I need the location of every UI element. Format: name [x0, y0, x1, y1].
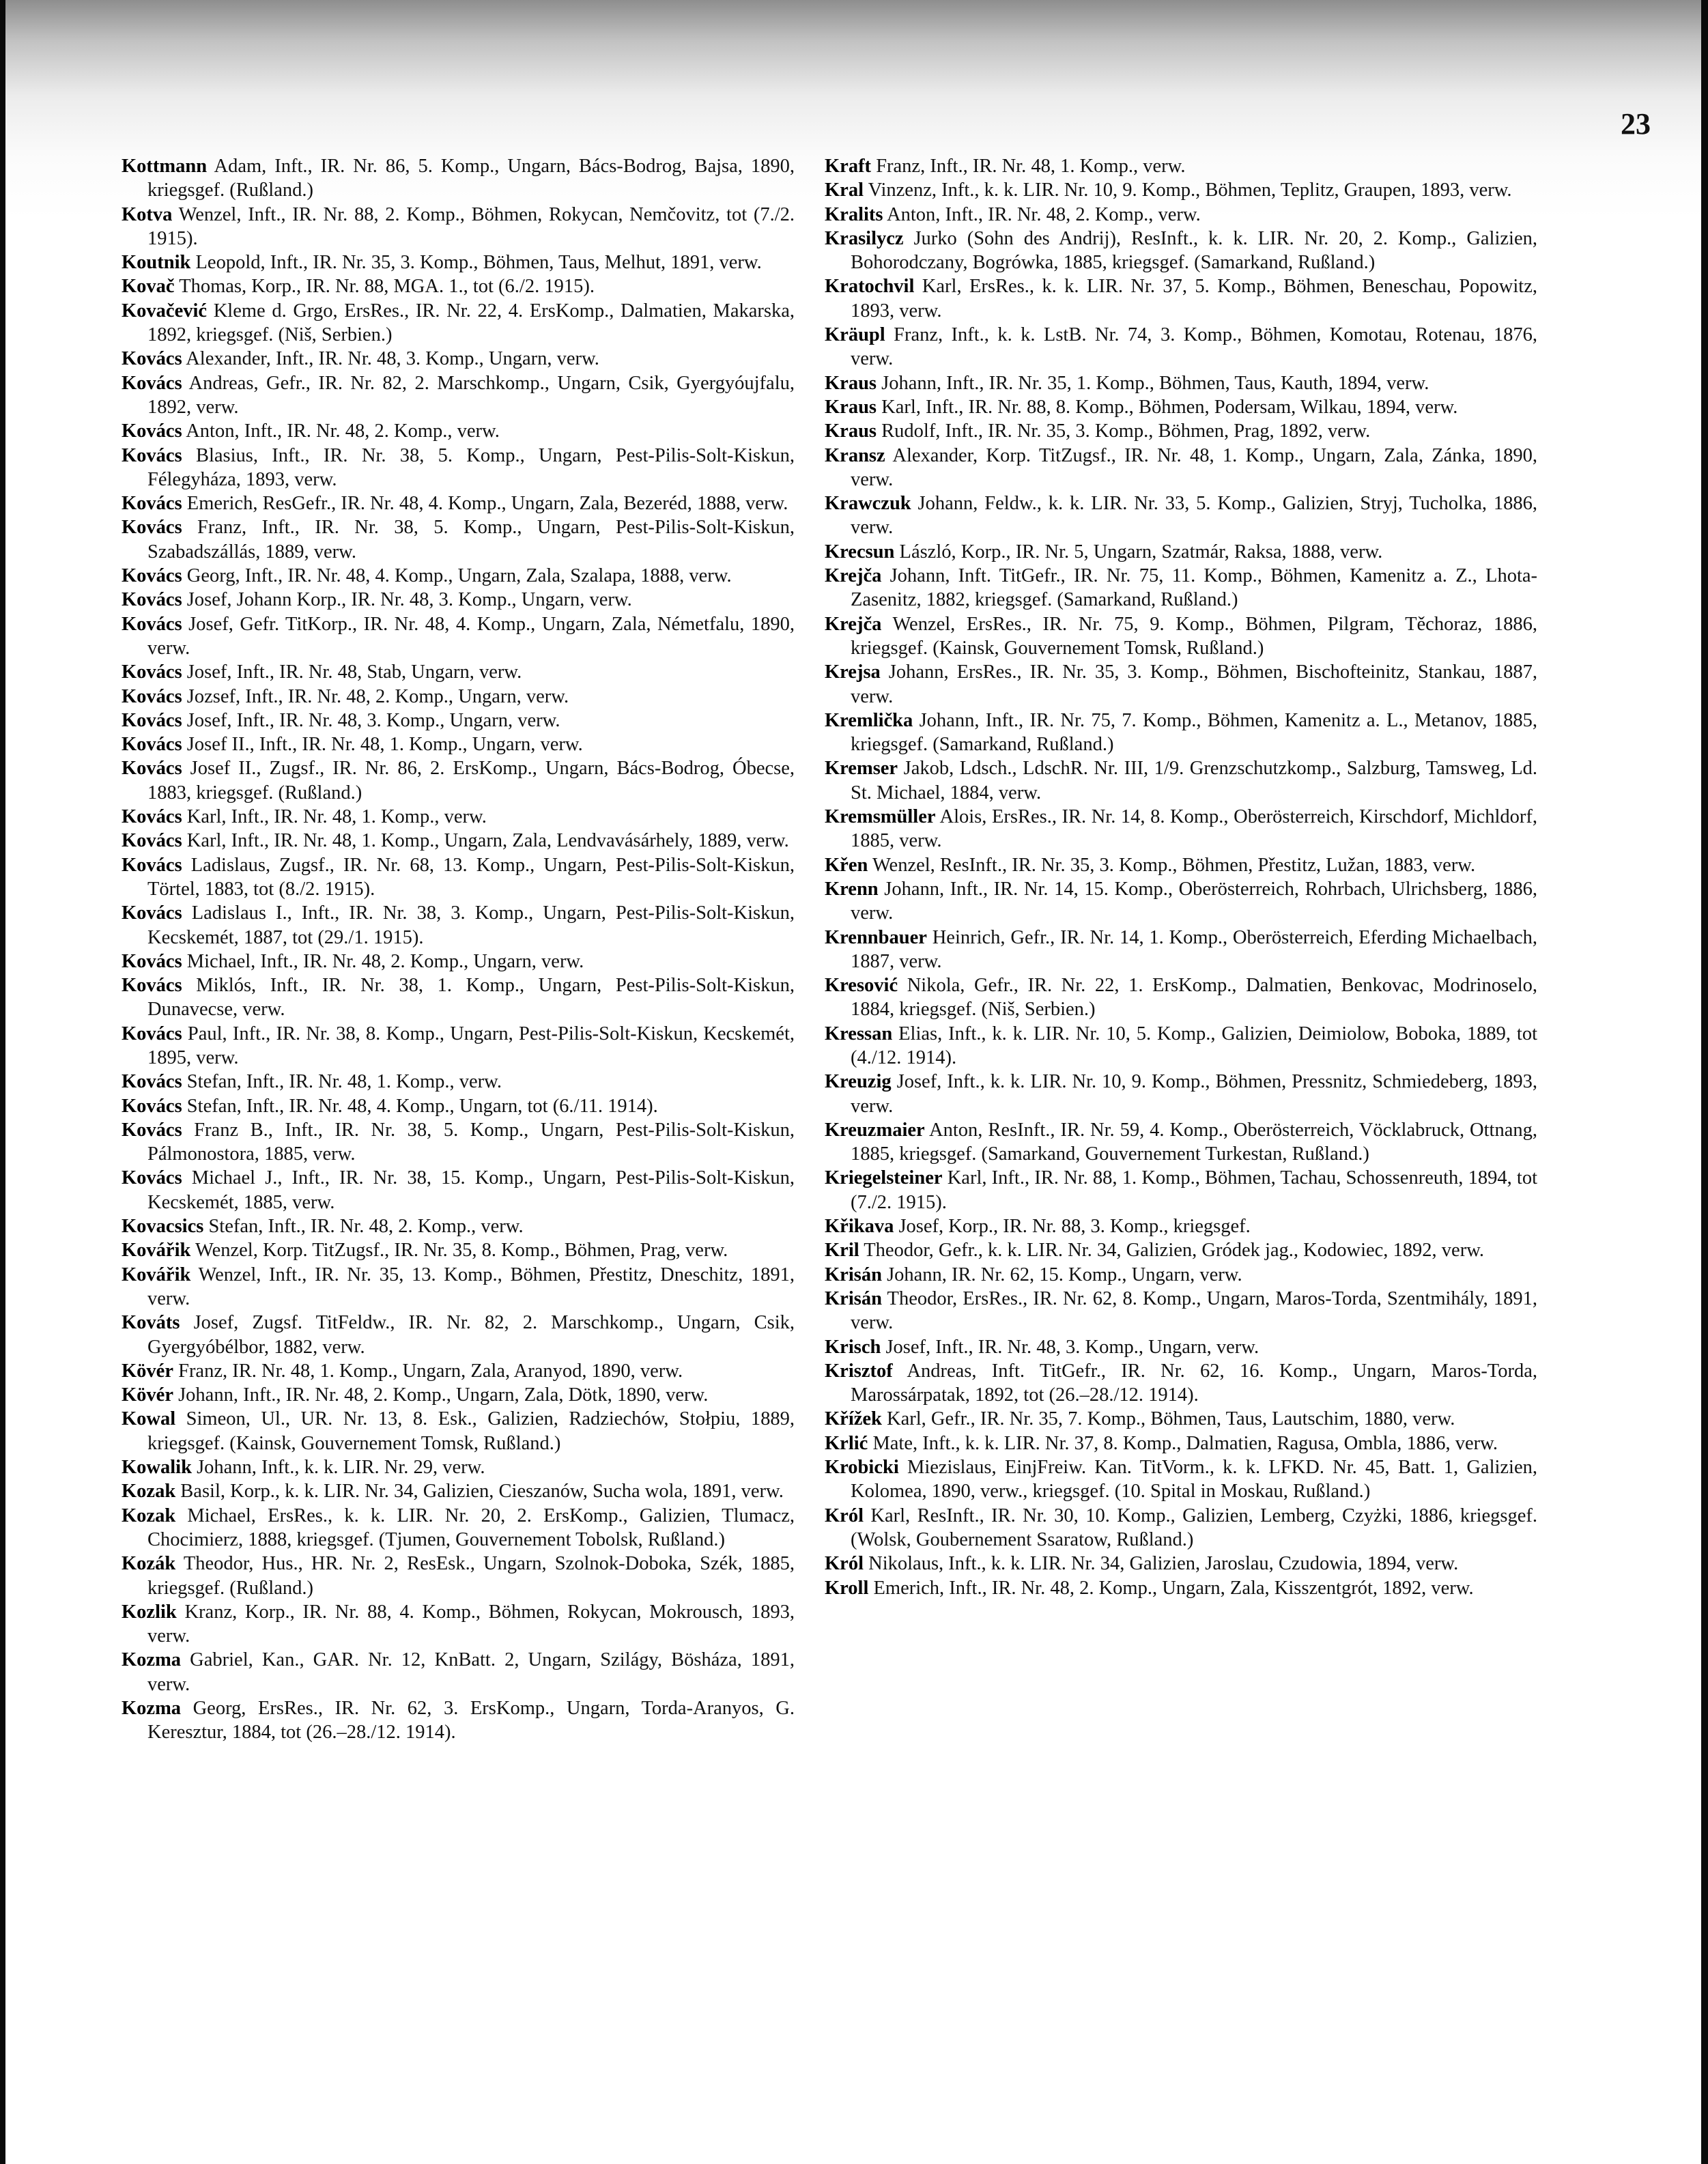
entry-surname: Krecsun [825, 541, 895, 563]
entry-surname: Kral [825, 180, 864, 201]
entry-surname: Kövér [122, 1384, 173, 1406]
entry-details: Wenzel, Inft., IR. Nr. 35, 13. Komp., Böhmen, Přestitz, Dneschitz, 1891, verw. [147, 1264, 795, 1309]
entry-details: Heinrich, Gefr., IR. Nr. 14, 1. Komp., Oberösterreich, Eferding Michaelbach, 1887, verw. [851, 926, 1537, 972]
entry-details: Miezislaus, EinjFreiw. Kan. TitVorm., k. k. LFKD. Nr. 45, Batt. 1, Galizien, Kolomea, 1890, verw., kriegsgef. (10. Spital in Moskau, Rußland.) [851, 1457, 1537, 1503]
entry-details: Anton, ResInft., IR. Nr. 59, 4. Komp., Oberösterreich, Vöcklabruck, Ottnang, 1885, kriegsgef. (Samarkand, Gouvernement Turkestan, Rußland.) [851, 1119, 1537, 1165]
entry-details: Georg, Inft., IR. Nr. 48, 4. Komp., Ungarn, Zala, Szalapa, 1888, verw. [182, 565, 732, 587]
entry-surname: Koutnik [122, 252, 191, 274]
entry-details: Theodor, Gefr., k. k. LIR. Nr. 34, Galizien, Gródek jag., Kodowiec, 1892, verw. [859, 1240, 1485, 1262]
entry-details: Josef, Johann Korp., IR. Nr. 48, 3. Komp., Ungarn, verw. [182, 589, 632, 611]
entry-surname: Kowal [122, 1408, 176, 1430]
entry-details: Emerich, ResGefr., IR. Nr. 48, 4. Komp., Ungarn, Zala, Bezeréd, 1888, verw. [182, 493, 788, 515]
entry-details: Anton, Inft., IR. Nr. 48, 2. Komp., verw. [883, 203, 1201, 225]
entry-details: Josef II., Zugsf., IR. Nr. 86, 2. ErsKomp., Ungarn, Bács-Bodrog, Óbecse, 1883, kriegsgef. (Rußland.) [147, 758, 795, 803]
entry-surname: Król [825, 1505, 864, 1526]
register-entry [825, 203, 1537, 227]
register-entry [825, 274, 1537, 323]
register-entry [122, 154, 795, 203]
entry-details: Kranz, Korp., IR. Nr. 88, 4. Komp., Böhmen, Rokycan, Mokrousch, 1893, verw. [147, 1601, 795, 1647]
entry-surname: Kozma [122, 1698, 182, 1719]
entry-surname: Krawczuk [825, 493, 911, 515]
register-entry [825, 853, 1537, 877]
page-number: 23 [1621, 107, 1651, 141]
entry-surname: Kransz [825, 444, 885, 466]
register-entry [122, 1166, 795, 1214]
entry-details: Wenzel, Korp. TitZugsf., IR. Nr. 35, 8. Komp., Böhmen, Prag, verw. [190, 1240, 728, 1262]
register-entry [122, 1311, 795, 1359]
entry-surname: Krobicki [825, 1457, 899, 1479]
entry-details: Franz, Inft., IR. Nr. 48, 1. Komp., verw. [871, 156, 1186, 177]
entry-surname: Krenn [825, 878, 879, 900]
entry-surname: Kovács [122, 493, 182, 515]
register-entry [825, 1214, 1537, 1238]
register-entry [122, 756, 795, 805]
entry-details: Gabriel, Kan., GAR. Nr. 12, KnBatt. 2, Ungarn, Szilágy, Bösháza, 1891, verw. [147, 1649, 795, 1695]
register-entry [122, 515, 795, 564]
register-entry [825, 1552, 1537, 1576]
register-entry [825, 323, 1537, 371]
entry-surname: Kovács [122, 661, 182, 683]
entry-details: Franz, Inft., k. k. LstB. Nr. 74, 3. Komp., Böhmen, Komotau, Rotenau, 1876, verw. [851, 324, 1537, 370]
entry-surname: Kovács [122, 348, 182, 370]
register-entry [122, 612, 795, 661]
entry-details: Leopold, Inft., IR. Nr. 35, 3. Komp., Böhmen, Taus, Melhut, 1891, verw. [190, 252, 762, 274]
register-entry [825, 973, 1537, 1022]
register-entry [825, 1238, 1537, 1262]
register-entry [122, 1070, 795, 1094]
entry-surname: Kovács [122, 902, 182, 924]
entry-surname: Kovacsics [122, 1216, 204, 1238]
register-entry [122, 660, 795, 684]
register-entry [122, 1359, 795, 1383]
entry-details: Franz B., Inft., IR. Nr. 38, 5. Komp., Ungarn, Pest-Pilis-Solt-Kiskun, Pálmonostora, 1885, verw. [147, 1119, 795, 1165]
register-entry [825, 1287, 1537, 1335]
entry-surname: Kováts [122, 1312, 180, 1334]
register-entry [825, 1166, 1537, 1214]
entry-details: Stefan, Inft., IR. Nr. 48, 2. Komp., verw. [203, 1216, 524, 1238]
entry-details: Jozsef, Inft., IR. Nr. 48, 2. Komp., Ungarn, verw. [182, 685, 569, 707]
register-entry [825, 1263, 1537, 1287]
entry-surname: Kovács [122, 444, 182, 466]
register-entry [122, 1552, 795, 1600]
register-entry [825, 1118, 1537, 1167]
entry-surname: Kovács [122, 613, 182, 635]
entry-details: Josef, Korp., IR. Nr. 88, 3. Komp., kriegsgef. [894, 1216, 1251, 1238]
register-entry [825, 1070, 1537, 1118]
entry-details: Mate, Inft., k. k. LIR. Nr. 37, 8. Komp., Dalmatien, Ragusa, Ombla, 1886, verw. [868, 1432, 1498, 1454]
register-entry [825, 540, 1537, 564]
entry-surname: Kralits [825, 203, 883, 225]
register-entry [122, 444, 795, 492]
register-entry [825, 1576, 1537, 1600]
entry-details: Josef, Gefr. TitKorp., IR. Nr. 48, 4. Komp., Ungarn, Zala, Németfalu, 1890, verw. [147, 613, 795, 659]
entry-surname: Krejsa [825, 661, 881, 683]
register-entry [122, 1263, 795, 1311]
entry-surname: Kovářik [122, 1264, 191, 1285]
entry-surname: Krisch [825, 1336, 881, 1358]
register-entry [122, 901, 795, 950]
register-entry [122, 1696, 795, 1745]
register-entry [825, 1504, 1537, 1552]
entry-surname: Kovács [122, 589, 182, 611]
entry-details: Karl, Inft., IR. Nr. 48, 1. Komp., Ungarn, Zala, Lendvavásárhely, 1889, verw. [182, 830, 789, 852]
entry-details: Rudolf, Inft., IR. Nr. 35, 3. Komp., Böhmen, Prag, 1892, verw. [877, 421, 1371, 442]
entry-surname: Kotva [122, 203, 173, 225]
entry-surname: Krejča [825, 613, 882, 635]
entry-surname: Kovács [122, 854, 182, 876]
entry-details: Karl, ErsRes., k. k. LIR. Nr. 37, 5. Komp., Böhmen, Beneschau, Popowitz, 1893, verw. [851, 276, 1537, 322]
entry-surname: Kovács [122, 372, 182, 394]
register-entry [122, 950, 795, 973]
register-entry [825, 419, 1537, 443]
register-entry [825, 1359, 1537, 1408]
entry-details: Emerich, Inft., IR. Nr. 48, 2. Komp., Ungarn, Zala, Kisszentgrót, 1892, verw. [868, 1577, 1474, 1599]
entry-surname: Kresović [825, 975, 898, 997]
entry-details: Kleme d. Grgo, ErsRes., IR. Nr. 22, 4. ErsKomp., Dalmatien, Makarska, 1892, kriegsgef. (Niš, Serbien.) [147, 300, 795, 346]
entry-surname: Kovács [122, 709, 182, 731]
register-entry [825, 371, 1537, 395]
entry-details: Andreas, Inft. TitGefr., IR. Nr. 62, 16. Komp., Ungarn, Maros-Torda, Marossárpatak, 1892, tot (26.–28./12. 1914). [851, 1360, 1537, 1406]
entry-surname: Křížek [825, 1408, 882, 1430]
entry-details: Alexander, Korp. TitZugsf., IR. Nr. 48, 1. Komp., Ungarn, Zala, Zánka, 1890, verw. [851, 444, 1537, 490]
register-entry [122, 685, 795, 709]
entry-surname: Kreuzmaier [825, 1119, 925, 1141]
entry-surname: Kovačević [122, 300, 208, 322]
entry-details: Blasius, Inft., IR. Nr. 38, 5. Komp., Ungarn, Pest-Pilis-Solt-Kiskun, Félegyháza, 1893, verw. [147, 444, 795, 490]
entry-surname: Kozma [122, 1649, 182, 1671]
register-entry [825, 178, 1537, 202]
entry-details: Elias, Inft., k. k. LIR. Nr. 10, 5. Komp., Galizien, Deimiolow, Boboka, 1889, tot (4./12. 1914). [851, 1023, 1537, 1068]
entry-details: Miklós, Inft., IR. Nr. 38, 1. Komp., Ungarn, Pest-Pilis-Solt-Kiskun, Dunavecse, verw. [147, 975, 795, 1021]
entry-details: Michael, Inft., IR. Nr. 48, 2. Komp., Ungarn, verw. [182, 950, 584, 972]
register-entry [122, 419, 795, 443]
entry-surname: Kovács [122, 421, 182, 442]
entry-details: Stefan, Inft., IR. Nr. 48, 1. Komp., verw. [182, 1071, 502, 1093]
entry-details: Michael, ErsRes., k. k. LIR. Nr. 20, 2. ErsKomp., Galizien, Tlumacz, Chocimierz, 1888, kriegsgef. (Tjumen, Gouvernement Tobolsk, Rußland.) [147, 1505, 795, 1550]
entry-details: Michael J., Inft., IR. Nr. 38, 15. Komp., Ungarn, Pest-Pilis-Solt-Kiskun, Kecskemét, 1885, verw. [147, 1167, 795, 1213]
register-entry [122, 805, 795, 829]
register-entry [825, 660, 1537, 709]
entry-details: Franz, IR. Nr. 48, 1. Komp., Ungarn, Zala, Aranyod, 1890, verw. [173, 1360, 683, 1382]
entry-surname: Kovač [122, 276, 175, 298]
entry-details: Karl, Inft., IR. Nr. 88, 8. Komp., Böhmen, Podersam, Wilkau, 1894, verw. [877, 396, 1458, 418]
register-entry [825, 756, 1537, 805]
entry-surname: Kremlička [825, 709, 913, 731]
register-entry [825, 1407, 1537, 1431]
entry-details: Johann, Inft., k. k. LIR. Nr. 29, verw. [191, 1457, 485, 1479]
entry-details: Anton, Inft., IR. Nr. 48, 2. Komp., verw. [182, 421, 500, 442]
entry-surname: Kowalik [122, 1457, 192, 1479]
entry-surname: Kovács [122, 975, 182, 997]
entry-surname: Kozlik [122, 1601, 177, 1623]
entry-details: Johann, Inft., IR. Nr. 35, 1. Komp., Böhmen, Taus, Kauth, 1894, verw. [877, 372, 1429, 394]
register-entry [825, 709, 1537, 757]
entry-surname: Kräupl [825, 324, 885, 346]
entry-details: Thomas, Korp., IR. Nr. 88, MGA. 1., tot (6./2. 1915). [174, 276, 595, 298]
register-entry [825, 395, 1537, 419]
register-entry [122, 732, 795, 756]
right-column [825, 154, 1537, 1600]
entry-surname: Krlić [825, 1432, 868, 1454]
entry-surname: Krasilycz [825, 227, 904, 249]
entry-details: Karl, Inft., IR. Nr. 48, 1. Komp., verw. [182, 806, 487, 828]
entry-surname: Kozak [122, 1481, 176, 1503]
entry-surname: Kovács [122, 1119, 182, 1141]
entry-details: Alexander, Inft., IR. Nr. 48, 3. Komp., Ungarn, verw. [182, 348, 599, 370]
register-entry [122, 1455, 795, 1479]
register-entry [825, 227, 1537, 275]
register-entry [825, 926, 1537, 974]
entry-surname: Kreuzig [825, 1071, 892, 1093]
entry-surname: Kovács [122, 950, 182, 972]
register-entry [122, 1648, 795, 1696]
entry-surname: Kovács [122, 734, 182, 756]
entry-surname: Kraus [825, 421, 877, 442]
register-entry [825, 492, 1537, 540]
entry-details: Ladislaus, Zugsf., IR. Nr. 68, 13. Komp., Ungarn, Pest-Pilis-Solt-Kiskun, Törtel, 1883, tot (8./2. 1915). [147, 854, 795, 900]
entry-details: Wenzel, Inft., IR. Nr. 88, 2. Komp., Böhmen, Rokycan, Nemčovitz, tot (7./2. 1915). [147, 203, 795, 249]
entry-details: Johann, Feldw., k. k. LIR. Nr. 33, 5. Komp., Galizien, Stryj, Tucholka, 1886, verw. [851, 493, 1537, 539]
register-entry [122, 1504, 795, 1552]
register-entry [122, 973, 795, 1022]
register-entry [122, 1600, 795, 1649]
entry-details: Jakob, Ldsch., LdschR. Nr. III, 1/9. Grenzschutzkomp., Salzburg, Tamsweg, Ld. St. Michael, 1884, verw. [851, 758, 1537, 803]
entry-surname: Kovács [122, 1167, 182, 1189]
entry-details: Adam, Inft., IR. Nr. 86, 5. Komp., Ungarn, Bács-Bodrog, Bajsa, 1890, kriegsgef. (Rußland.) [147, 156, 795, 201]
entry-details: Franz, Inft., IR. Nr. 38, 5. Komp., Ungarn, Pest-Pilis-Solt-Kiskun, Szabadszállás, 1889, verw. [147, 517, 795, 563]
entry-surname: Kril [825, 1240, 859, 1262]
entry-details: Johann, IR. Nr. 62, 15. Komp., Ungarn, verw. [881, 1264, 1242, 1285]
register-entry [122, 564, 795, 588]
register-entry [825, 444, 1537, 492]
register-entry [825, 1022, 1537, 1070]
entry-surname: Kovács [122, 1071, 182, 1093]
left-column [122, 154, 795, 1745]
entry-details: Nikola, Gefr., IR. Nr. 22, 1. ErsKomp., Dalmatien, Benkovac, Modrinoselo, 1884, kriegsgef. (Niš, Serbien.) [851, 975, 1537, 1021]
register-entry [122, 588, 795, 612]
entry-details: Johann, ErsRes., IR. Nr. 35, 3. Komp., Böhmen, Bischofteinitz, Stankau, 1887, verw. [851, 661, 1537, 707]
entry-surname: Kovács [122, 758, 182, 780]
entry-surname: Kovács [122, 565, 182, 587]
entry-details: Stefan, Inft., IR. Nr. 48, 4. Komp., Ungarn, tot (6./11. 1914). [182, 1095, 658, 1117]
register-entry [122, 203, 795, 251]
entry-surname: Kottmann [122, 156, 208, 177]
entry-surname: Kremser [825, 758, 898, 780]
register-entry [122, 371, 795, 420]
register-entry [122, 709, 795, 732]
register-entry [825, 805, 1537, 853]
register-entry [825, 612, 1537, 661]
entry-details: Paul, Inft., IR. Nr. 38, 8. Komp., Ungarn, Pest-Pilis-Solt-Kiskun, Kecskemét, 1895, verw. [147, 1023, 795, 1068]
entry-surname: Kovács [122, 830, 182, 852]
register-entry [825, 1455, 1537, 1504]
entry-surname: Kovářik [122, 1240, 191, 1262]
entry-surname: Kovács [122, 806, 182, 828]
entry-surname: Křikava [825, 1216, 894, 1238]
entry-details: Josef, Inft., IR. Nr. 48, 3. Komp., Ungarn, verw. [881, 1336, 1259, 1358]
entry-details: Simeon, Ul., UR. Nr. 13, 8. Esk., Galizien, Radziechów, Stołpiu, 1889, kriegsgef. (Kainsk, Gouvernement Tomsk, Rußland.) [147, 1408, 795, 1454]
entry-details: Josef, Inft., k. k. LIR. Nr. 10, 9. Komp., Böhmen, Pressnitz, Schmiedeberg, 1893, verw. [851, 1071, 1537, 1117]
entry-details: Basil, Korp., k. k. LIR. Nr. 34, Galizien, Cieszanów, Sucha wola, 1891, verw. [175, 1481, 784, 1503]
register-entry [825, 1432, 1537, 1455]
entry-details: Theodor, ErsRes., IR. Nr. 62, 8. Komp., Ungarn, Maros-Torda, Szentmihály, 1891, verw. [851, 1287, 1537, 1334]
entry-surname: Kraus [825, 396, 877, 418]
entry-surname: Król [825, 1553, 864, 1575]
entry-details: Josef, Zugsf. TitFeldw., IR. Nr. 82, 2. Marschkomp., Ungarn, Csik, Gyergyóbélbor, 1882, verw. [147, 1312, 795, 1358]
entry-details: Wenzel, ErsRes., IR. Nr. 75, 9. Komp., Böhmen, Pilgram, Těchoraz, 1886, kriegsgef. (Kainsk, Gouvernement Tomsk, Rußland.) [851, 613, 1537, 659]
entry-surname: Kremsmüller [825, 806, 936, 828]
entry-details: Ladislaus I., Inft., IR. Nr. 38, 3. Komp., Ungarn, Pest-Pilis-Solt-Kiskun, Kecskemét, 1887, tot (29./1. 1915). [147, 902, 795, 948]
register-entry [122, 1479, 795, 1503]
entry-surname: Kressan [825, 1023, 893, 1044]
entry-surname: Kovács [122, 1095, 182, 1117]
entry-surname: Krisán [825, 1264, 882, 1285]
entry-surname: Krennbauer [825, 926, 927, 948]
entry-surname: Kraft [825, 156, 872, 177]
entry-details: Josef II., Inft., IR. Nr. 48, 1. Komp., Ungarn, verw. [182, 734, 583, 756]
entry-surname: Krisztof [825, 1360, 893, 1382]
register-entry [122, 829, 795, 853]
register-entry [122, 1118, 795, 1167]
entry-details: Karl, Inft., IR. Nr. 88, 1. Komp., Böhmen, Tachau, Schossenreuth, 1894, tot (7./2. 1915). [851, 1167, 1537, 1213]
entry-surname: Kovács [122, 1023, 182, 1044]
register-entry [122, 1407, 795, 1455]
register-entry [122, 1022, 795, 1070]
register-entry [825, 154, 1537, 178]
entry-details: Johann, Inft., IR. Nr. 75, 7. Komp., Böhmen, Kamenitz a. L., Metanov, 1885, kriegsgef. (Samarkand, Rußland.) [851, 709, 1537, 756]
entry-details: Nikolaus, Inft., k. k. LIR. Nr. 34, Galizien, Jaroslau, Czudowia, 1894, verw. [864, 1553, 1459, 1575]
entry-details: László, Korp., IR. Nr. 5, Ungarn, Szatmár, Raksa, 1888, verw. [894, 541, 1383, 563]
entry-details: Theodor, Hus., HR. Nr. 2, ResEsk., Ungarn, Szolnok-Doboka, Szék, 1885, kriegsgef. (Rußland.) [147, 1553, 795, 1599]
entry-surname: Kratochvil [825, 276, 915, 298]
register-entry [122, 1094, 795, 1118]
register-entry [122, 1214, 795, 1238]
entry-surname: Krisán [825, 1287, 882, 1309]
entry-details: Andreas, Gefr., IR. Nr. 82, 2. Marschkomp., Ungarn, Csik, Gyergyóujfalu, 1892, verw. [147, 372, 795, 418]
register-entry [122, 299, 795, 347]
document-page [5, 0, 1701, 2164]
entry-details: Johann, Inft. TitGefr., IR. Nr. 75, 11. Komp., Böhmen, Kamenitz a. Z., Lhota-Zasenitz, 1882, kriegsgef. (Samarkand, Rußland.) [851, 565, 1537, 611]
entry-details: Jurko (Sohn des Andrij), ResInft., k. k. LIR. Nr. 20, 2. Komp., Galizien, Bohorodczany, Bogrówka, 1885, kriegsgef. (Samarkand, Rußland.) [851, 227, 1537, 274]
register-entry [122, 853, 795, 902]
register-entry [825, 877, 1537, 926]
entry-surname: Kraus [825, 372, 877, 394]
entry-details: Alois, ErsRes., IR. Nr. 14, 8. Komp., Oberösterreich, Kirschdorf, Michldorf, 1885, verw. [851, 806, 1537, 852]
entry-surname: Kovács [122, 685, 182, 707]
entry-details: Karl, ResInft., IR. Nr. 30, 10. Komp., Galizien, Lemberg, Czyżki, 1886, kriegsgef. (Wolsk, Goubernement Ssaratow, Rußland.) [851, 1505, 1537, 1550]
register-entry [122, 1238, 795, 1262]
entry-details: Josef, Inft., IR. Nr. 48, Stab, Ungarn, verw. [182, 661, 522, 683]
entry-details: Karl, Gefr., IR. Nr. 35, 7. Komp., Böhmen, Taus, Lautschim, 1880, verw. [881, 1408, 1455, 1430]
entry-surname: Křen [825, 854, 868, 876]
entry-surname: Kovács [122, 517, 182, 539]
entry-details: Johann, Inft., IR. Nr. 14, 15. Komp., Oberösterreich, Rohrbach, Ulrichsberg, 1886, verw. [851, 878, 1537, 924]
entry-surname: Kriegelsteiner [825, 1167, 943, 1189]
entry-details: Johann, Inft., IR. Nr. 48, 2. Komp., Ungarn, Zala, Dötk, 1890, verw. [173, 1384, 709, 1406]
entry-surname: Kövér [122, 1360, 173, 1382]
entry-details: Josef, Inft., IR. Nr. 48, 3. Komp., Ungarn, verw. [182, 709, 560, 731]
entry-details: Wenzel, ResInft., IR. Nr. 35, 3. Komp., Böhmen, Přestitz, Lužan, 1883, verw. [868, 854, 1476, 876]
entry-details: Georg, ErsRes., IR. Nr. 62, 3. ErsKomp., Ungarn, Torda-Aranyos, G. Keresztur, 1884, tot (26.–28./12. 1914). [147, 1698, 795, 1743]
entry-surname: Kroll [825, 1577, 869, 1599]
register-entry [122, 274, 795, 298]
register-entry [825, 564, 1537, 612]
entry-surname: Krejča [825, 565, 882, 587]
register-entry [122, 347, 795, 371]
register-entry [122, 251, 795, 274]
entry-surname: Kozák [122, 1553, 176, 1575]
register-entry [122, 492, 795, 515]
entry-surname: Kozak [122, 1505, 176, 1526]
register-entry [122, 1383, 795, 1407]
entry-details: Vinzenz, Inft., k. k. LIR. Nr. 10, 9. Komp., Böhmen, Teplitz, Graupen, 1893, verw. [864, 180, 1512, 201]
register-entry [825, 1335, 1537, 1359]
